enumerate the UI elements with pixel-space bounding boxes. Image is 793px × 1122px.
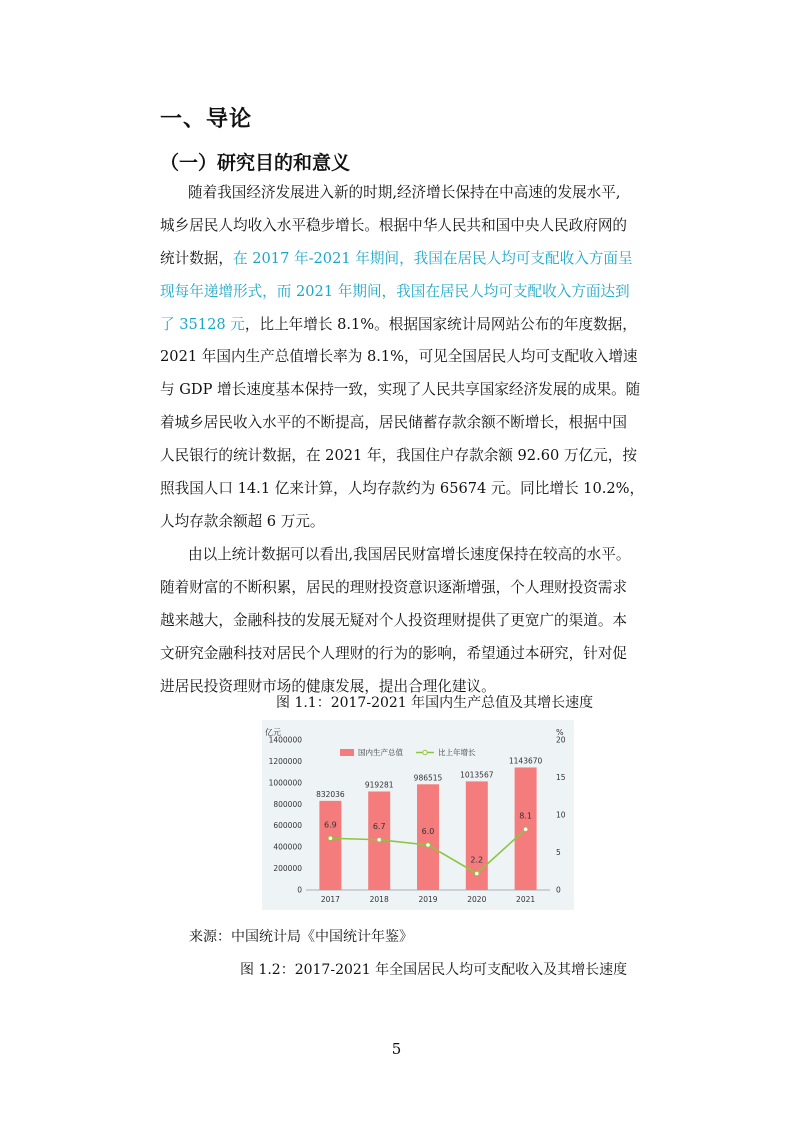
- legend-bar-label: 国内生产总值: [358, 748, 403, 757]
- legend-line-marker: [423, 750, 427, 754]
- growth-value-label: 2.2: [470, 855, 484, 865]
- legend-line-label: 比上年增长: [438, 748, 476, 757]
- paragraph-1-line: 2021 年国内生产总值增长率为 8.1%，可见全国居民人均可支配收入增速: [160, 348, 638, 365]
- section-heading: 一、导论: [160, 107, 253, 132]
- right-tick-label: 20: [556, 735, 566, 745]
- right-tick-label: 0: [556, 885, 561, 895]
- text-run: 统计数据，: [160, 250, 233, 267]
- gdp-chart: [262, 720, 574, 910]
- paragraph-1-line: 照我国人口 14.1 亿来计算，人均存款约为 65674 元。同比增长 10.2%，: [160, 480, 645, 497]
- left-tick-label: 1400000: [268, 735, 302, 745]
- growth-value-label: 8.1: [519, 811, 532, 821]
- right-tick-label: 15: [556, 773, 566, 782]
- left-tick-label: 800000: [273, 799, 302, 809]
- growth-point: [426, 843, 431, 848]
- bar-value-label: 832036: [316, 789, 345, 799]
- page-number: 5: [391, 1040, 402, 1058]
- x-tick-label: 2019: [418, 895, 438, 904]
- highlighted-text: 了 35128 元: [160, 316, 245, 333]
- paragraph-2-line: 随着财富的不断积累，居民的理财投资意识逐渐增强，个人理财投资需求: [160, 579, 628, 596]
- growth-value-label: 6.7: [372, 821, 386, 831]
- paragraph-1-line: 城乡居民人均收入水平稳步增长。根据中华人民共和国中央人民政府网的: [160, 217, 628, 234]
- growth-value-label: 6.9: [324, 820, 337, 830]
- right-tick-label: 10: [556, 810, 566, 820]
- paragraph-2-line: 越来越大，金融科技的发展无疑对个人投资理财提供了更宽广的渠道。本: [160, 612, 628, 629]
- paragraph-2-line: 进居民投资理财市场的健康发展，提出合理化建议。: [160, 678, 496, 695]
- x-tick-label: 2017: [320, 895, 340, 904]
- paragraph-1-line: [160, 315, 640, 335]
- x-tick-label: 2018: [369, 895, 389, 904]
- bar-value-label: 919281: [364, 780, 394, 790]
- left-tick-label: 1000000: [268, 778, 302, 788]
- paragraph-1-line: 随着我国经济发展进入新的时期,经济增长保持在中高速的发展水平,: [188, 184, 621, 201]
- paragraph-2-line: 文研究金融科技对居民个人理财的行为的影响，希望通过本研究，针对促: [160, 645, 628, 662]
- bar-value-label: 1013567: [460, 770, 494, 780]
- growth-point: [377, 837, 382, 842]
- gdp-chart-svg: [262, 720, 574, 910]
- left-tick-label: 400000: [273, 842, 302, 852]
- left-tick-label: 1200000: [268, 756, 302, 766]
- paragraph-1-line: 人均存款余额超 6 万元。: [160, 513, 325, 530]
- paragraph-2-line: 由以上统计数据可以看出,我国居民财富增长速度保持在较高的水平。: [188, 546, 631, 563]
- paragraph-1-line: [160, 249, 640, 269]
- x-tick-label: 2021: [516, 895, 536, 904]
- subsection-heading: （一）研究目的和意义: [160, 152, 351, 174]
- paragraph-1-line: 与 GDP 增长速度基本保持一致，实现了人民共享国家经济发展的成果。随: [160, 381, 641, 398]
- right-axis-label: %: [556, 728, 564, 737]
- growth-point: [523, 827, 528, 832]
- figure-1-caption: 图 1.1：2017-2021 年国内生产总值及其增长速度: [276, 695, 594, 711]
- paragraph-1-line: 着城乡居民收入水平的不断提高，居民储蓄存款余额不断增长，根据中国: [160, 414, 628, 431]
- growth-point: [475, 871, 480, 876]
- figure-source: 来源：中国统计局《中国统计年鉴》: [189, 929, 413, 945]
- figure-2-caption: 图 1.2：2017-2021 年全国居民人均可支配收入及其增长速度: [240, 962, 628, 978]
- highlighted-text: 现每年递增形式，而 2021 年期间，我国在居民人均可支配收入方面达到: [160, 283, 630, 300]
- left-tick-label: 600000: [273, 821, 302, 831]
- x-tick-label: 2020: [467, 895, 487, 904]
- growth-value-label: 6.0: [421, 827, 435, 836]
- left-axis-label: 亿元: [265, 728, 281, 737]
- right-tick-label: 5: [556, 848, 561, 857]
- bar-value-label: 986515: [413, 773, 443, 783]
- paragraph-1-line: 人民银行的统计数据，在 2021 年，我国住户存款余额 92.60 万亿元，按: [160, 447, 637, 464]
- highlighted-text: 在 2017 年-2021 年期间，我国在居民人均可支配收入方面呈: [232, 250, 633, 267]
- growth-point: [328, 836, 333, 841]
- text-run: ，比上年增长 8.1%。根据国家统计局网站公布的年度数据，: [244, 316, 637, 333]
- left-tick-label: 200000: [273, 864, 302, 874]
- left-tick-label: 0: [297, 885, 302, 895]
- bar: [417, 784, 439, 890]
- legend-bar-swatch: [340, 749, 354, 756]
- bar: [319, 801, 341, 890]
- bar-value-label: 1143670: [508, 756, 543, 766]
